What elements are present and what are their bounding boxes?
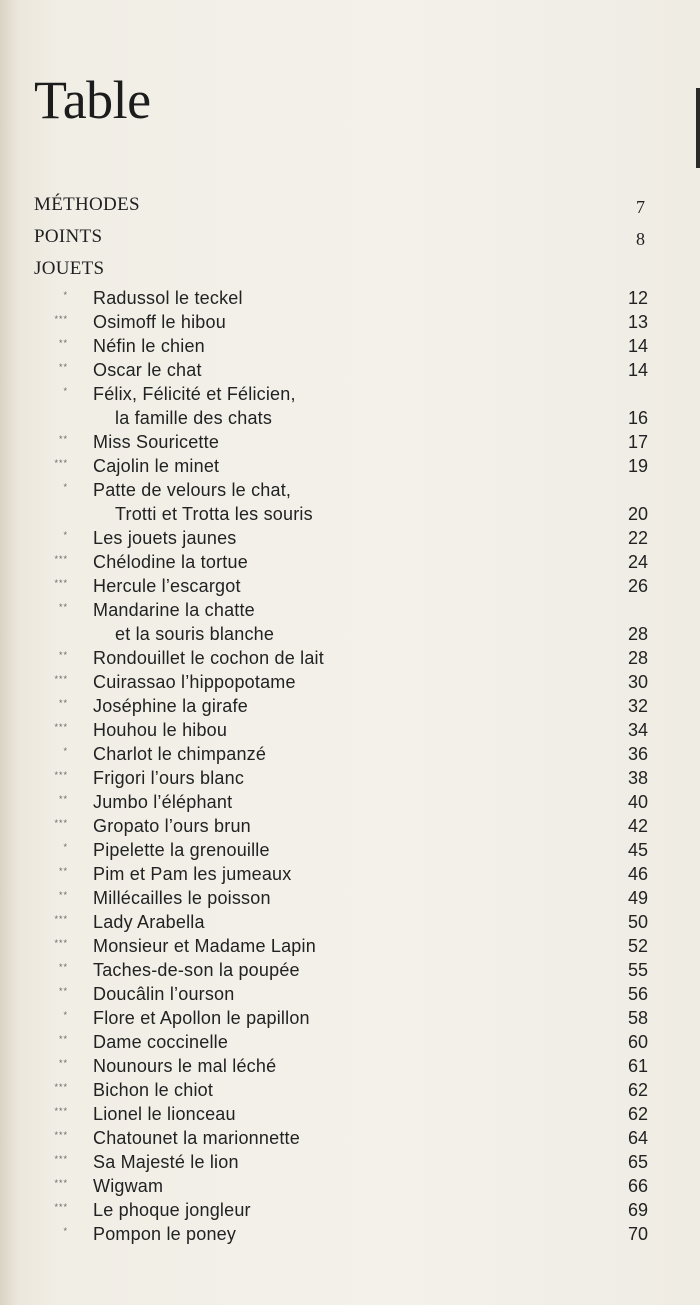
toc-entry (0, 646, 700, 670)
entry-title (93, 430, 219, 454)
difficulty-stars: ** (58, 650, 68, 660)
entry-page-number: 30 (627, 672, 648, 692)
entry-title (93, 670, 296, 694)
toc-entry (0, 982, 700, 1006)
entry-title (93, 646, 324, 670)
entry-title (93, 358, 202, 382)
entry-title (93, 1102, 236, 1126)
difficulty-stars: *** (54, 314, 68, 324)
toc-entry (0, 742, 700, 766)
entry-title (93, 934, 316, 958)
entry-title-line: Mandarine la chatte (93, 600, 255, 620)
difficulty-stars: * (63, 482, 68, 492)
difficulty-stars: ** (58, 602, 68, 612)
toc-entry (0, 766, 700, 790)
entry-title (93, 718, 227, 742)
entry-page-number: 14 (627, 360, 648, 380)
difficulty-stars: * (63, 386, 68, 396)
entry-title-line: Joséphine la girafe (93, 696, 248, 716)
entry-title-line: Gropato l’ours brun (93, 816, 251, 836)
entry-page-number: 64 (627, 1128, 648, 1148)
difficulty-stars: *** (54, 1202, 68, 1212)
difficulty-stars: *** (54, 1178, 68, 1188)
difficulty-stars: ** (58, 1058, 68, 1068)
difficulty-stars: *** (54, 818, 68, 828)
entry-title (93, 766, 244, 790)
entry-title (93, 526, 237, 550)
section-page-points: 8 (636, 229, 645, 249)
difficulty-stars: *** (54, 458, 68, 468)
entry-title-line: Néfin le chien (93, 336, 205, 356)
difficulty-stars: * (63, 842, 68, 852)
entry-title-line: Hercule l’escargot (93, 576, 241, 596)
entry-title-line: Dame coccinelle (93, 1032, 229, 1052)
difficulty-stars: ** (58, 962, 68, 972)
entry-title-continuation: et la souris blanche (115, 624, 275, 644)
toc-entry (0, 718, 700, 742)
toc-entry (0, 430, 700, 454)
toc-entry (0, 1102, 700, 1126)
entry-title-line: Osimoff le hibou (93, 312, 226, 332)
entry-page-number: 32 (627, 696, 648, 716)
entry-title-line: Les jouets jaunes (93, 528, 237, 548)
toc-entry (0, 334, 700, 358)
entry-page-number: 40 (627, 792, 648, 812)
difficulty-stars: *** (54, 938, 68, 948)
entry-page-number: 62 (627, 1104, 648, 1124)
difficulty-stars: *** (54, 722, 68, 732)
toc-entry (0, 1054, 700, 1078)
entry-title-continuation: Trotti et Trotta les souris (115, 504, 313, 524)
entry-title-line: Pim et Pam les jumeaux (93, 864, 292, 884)
difficulty-stars: ** (58, 698, 68, 708)
difficulty-stars: *** (54, 554, 68, 564)
entry-title-line: Chatounet la marionnette (93, 1128, 300, 1148)
entry-page-number: 17 (627, 432, 648, 452)
entry-title-line: Frigori l’ours blanc (93, 768, 245, 788)
entry-title (93, 1054, 276, 1078)
entry-title-line: Pompon le poney (93, 1224, 237, 1244)
entry-page-number: 46 (627, 864, 648, 884)
section-label-jouets: JOUETS (34, 258, 105, 279)
entry-title-line: Cajolin le minet (93, 456, 220, 476)
section-label-points: POINTS (34, 226, 103, 247)
toc-entry (0, 1150, 700, 1174)
toc-entry (0, 1126, 700, 1150)
toc-entry (0, 1006, 700, 1030)
entry-title (93, 1174, 163, 1198)
entry-title (93, 382, 296, 430)
entry-title-line: Patte de velours le chat, (93, 480, 292, 500)
entry-title (93, 1006, 310, 1030)
entry-title-line: Oscar le chat (93, 360, 202, 380)
entry-title-line: Doucâlin l’ourson (93, 984, 235, 1004)
entry-page-number: 28 (627, 624, 648, 644)
difficulty-stars: ** (58, 338, 68, 348)
toc-entry (0, 910, 700, 934)
difficulty-stars: ** (58, 986, 68, 996)
entry-title-line: Flore et Apollon le papillon (93, 1008, 310, 1028)
entry-title (93, 286, 243, 310)
difficulty-stars: ** (58, 866, 68, 876)
entry-title (93, 838, 270, 862)
entry-page-number: 14 (627, 336, 648, 356)
entry-title (93, 886, 271, 910)
entry-page-number: 60 (627, 1032, 648, 1052)
toc-entry (0, 550, 700, 574)
entry-title-line: Miss Souricette (93, 432, 220, 452)
page-title: Table (34, 70, 151, 130)
entry-title (93, 1150, 239, 1174)
toc-entry-list (0, 286, 700, 1246)
entry-page-number: 66 (627, 1176, 648, 1196)
entry-page-number: 16 (627, 408, 648, 428)
entry-title (93, 1126, 300, 1150)
toc-entry (0, 478, 700, 526)
entry-page-number: 38 (627, 768, 648, 788)
toc-entry (0, 670, 700, 694)
entry-title (93, 478, 313, 526)
entry-title-line: Lady Arabella (93, 912, 205, 932)
entry-title-line: Cuirassao l’hippopotame (93, 672, 296, 692)
toc-entry (0, 598, 700, 646)
entry-title-line: Nounours le mal léché (93, 1056, 277, 1076)
toc-entry (0, 1198, 700, 1222)
difficulty-stars: ** (58, 434, 68, 444)
toc-entry (0, 286, 700, 310)
toc-entry (0, 1222, 700, 1246)
entry-title (93, 910, 205, 934)
section-page-methodes: 7 (636, 197, 645, 217)
toc-entry (0, 454, 700, 478)
entry-title-line: Wigwam (93, 1176, 164, 1196)
entry-page-number: 49 (627, 888, 648, 908)
difficulty-stars: * (63, 530, 68, 540)
entry-page-number: 70 (627, 1224, 648, 1244)
entry-title-line: Chélodine la tortue (93, 552, 248, 572)
entry-title-line: Jumbo l’éléphant (93, 792, 233, 812)
entry-title-line: Lionel le lionceau (93, 1104, 236, 1124)
section-label-methodes: MÉTHODES (34, 194, 140, 215)
toc-entry (0, 526, 700, 550)
entry-title-line: Monsieur et Madame Lapin (93, 936, 316, 956)
entry-title-line: Taches-de-son la poupée (93, 960, 300, 980)
entry-title (93, 1030, 228, 1054)
entry-title-line: Radussol le teckel (93, 288, 243, 308)
entry-page-number: 28 (627, 648, 648, 668)
entry-page-number: 61 (627, 1056, 648, 1076)
difficulty-stars: * (63, 1226, 68, 1236)
difficulty-stars: *** (54, 674, 68, 684)
entry-page-number: 26 (627, 576, 648, 596)
entry-page-number: 42 (627, 816, 648, 836)
entry-page-number: 69 (627, 1200, 648, 1220)
entry-title (93, 790, 232, 814)
entry-title (93, 1222, 236, 1246)
toc-entry (0, 694, 700, 718)
difficulty-stars: *** (54, 1154, 68, 1164)
entry-title-line: Bichon le chiot (93, 1080, 214, 1100)
entry-title-continuation: la famille des chats (115, 408, 273, 428)
difficulty-stars: *** (54, 1130, 68, 1140)
toc-entry (0, 814, 700, 838)
entry-page-number: 34 (627, 720, 648, 740)
entry-title-line: Houhou le hibou (93, 720, 228, 740)
difficulty-stars: * (63, 1010, 68, 1020)
toc-entry (0, 1030, 700, 1054)
entry-page-number: 58 (627, 1008, 648, 1028)
entry-title-line: Sa Majesté le lion (93, 1152, 239, 1172)
difficulty-stars: ** (58, 1034, 68, 1044)
entry-title (93, 550, 248, 574)
difficulty-stars: *** (54, 1082, 68, 1092)
entry-title (93, 814, 251, 838)
entry-title (93, 334, 205, 358)
entry-title (93, 694, 248, 718)
entry-page-number: 50 (627, 912, 648, 932)
entry-title (93, 1078, 213, 1102)
difficulty-stars: ** (58, 362, 68, 372)
entry-title-line: Millécailles le poisson (93, 888, 271, 908)
difficulty-stars: *** (54, 1106, 68, 1116)
toc-entry (0, 790, 700, 814)
toc-entry (0, 310, 700, 334)
entry-page-number: 20 (627, 504, 648, 524)
entry-title-line: Le phoque jongleur (93, 1200, 251, 1220)
entry-title (93, 958, 300, 982)
difficulty-stars: * (63, 746, 68, 756)
toc-entry (0, 1174, 700, 1198)
toc-entry (0, 958, 700, 982)
toc-entry (0, 382, 700, 430)
difficulty-stars: ** (58, 890, 68, 900)
entry-title (93, 574, 241, 598)
toc-entry (0, 838, 700, 862)
entry-title-line: Félix, Félicité et Félicien, (93, 384, 296, 404)
entry-title (93, 862, 291, 886)
entry-page-number: 19 (627, 456, 648, 476)
entry-page-number: 36 (627, 744, 648, 764)
entry-page-number: 13 (627, 312, 648, 332)
difficulty-stars: *** (54, 914, 68, 924)
page-edge-mark (696, 88, 700, 168)
entry-page-number: 22 (627, 528, 648, 548)
difficulty-stars: *** (54, 770, 68, 780)
toc-entry (0, 934, 700, 958)
entry-page-number: 52 (627, 936, 648, 956)
toc-entry (0, 862, 700, 886)
entry-title (93, 1198, 251, 1222)
entry-title-line: Rondouillet le cochon de lait (93, 648, 324, 668)
entry-page-number: 56 (627, 984, 648, 1004)
entry-page-number: 45 (627, 840, 648, 860)
entry-page-number: 24 (627, 552, 648, 572)
toc-entry (0, 358, 700, 382)
entry-page-number: 65 (627, 1152, 648, 1172)
entry-title-line: Pipelette la grenouille (93, 840, 270, 860)
entry-title (93, 598, 274, 646)
entry-page-number: 55 (627, 960, 648, 980)
entry-title-line: Charlot le chimpanzé (93, 744, 267, 764)
entry-title (93, 982, 234, 1006)
entry-title (93, 742, 266, 766)
entry-page-number: 12 (627, 288, 648, 308)
toc-entry (0, 574, 700, 598)
difficulty-stars: ** (58, 794, 68, 804)
toc-entry (0, 886, 700, 910)
entry-title (93, 454, 219, 478)
entry-page-number: 62 (627, 1080, 648, 1100)
difficulty-stars: *** (54, 578, 68, 588)
difficulty-stars: * (63, 290, 68, 300)
entry-title (93, 310, 226, 334)
toc-entry (0, 1078, 700, 1102)
